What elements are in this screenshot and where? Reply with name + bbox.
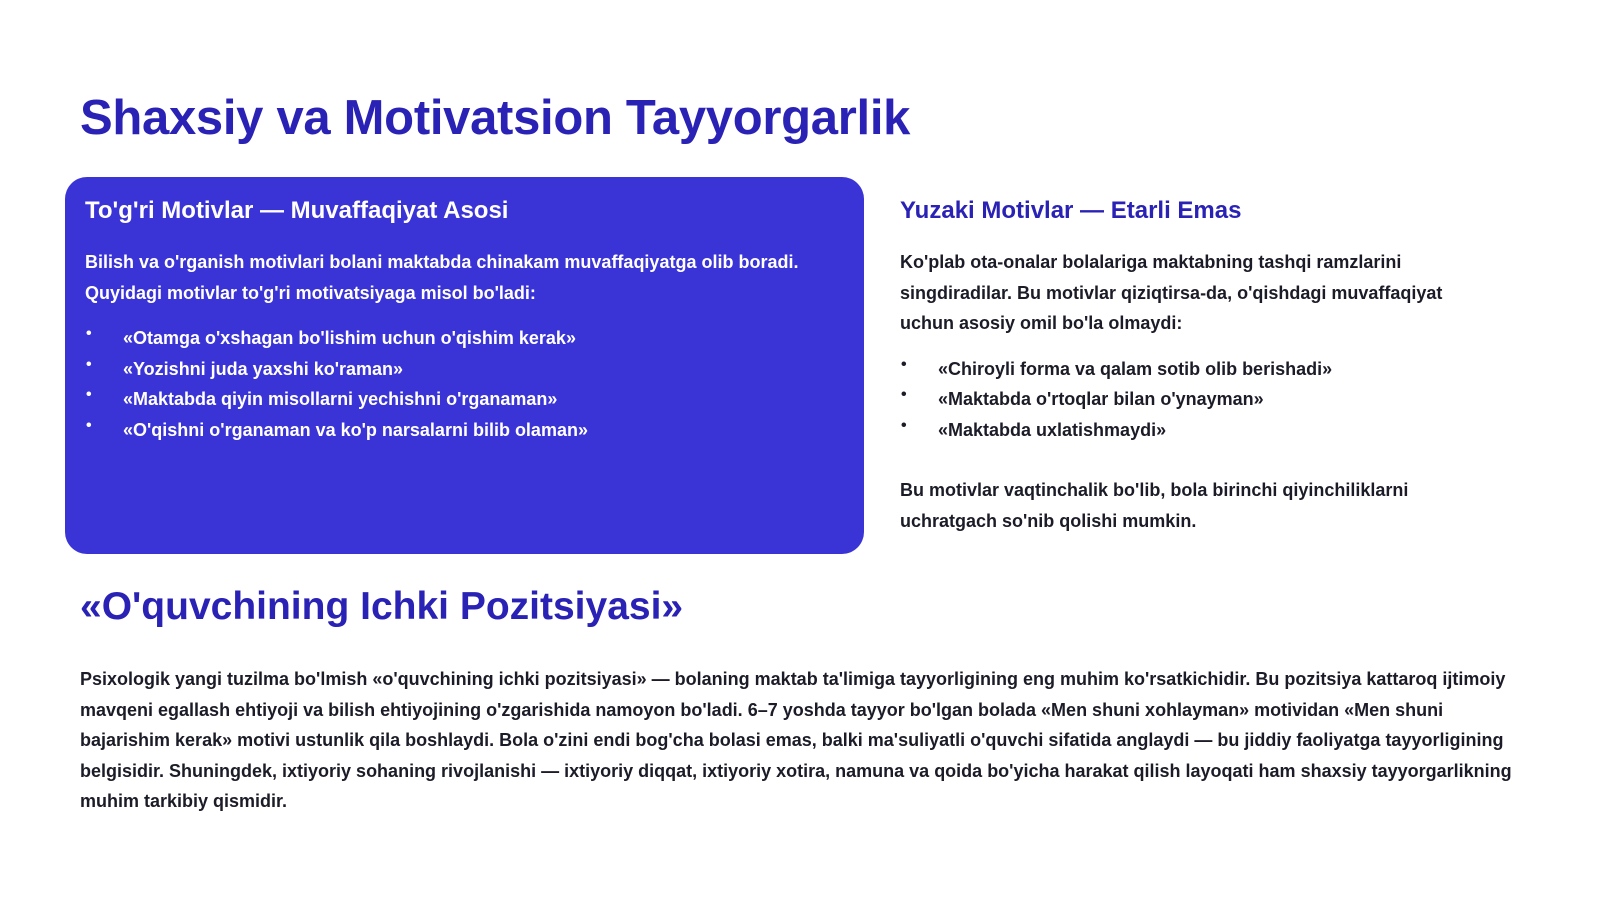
bullet-icon: • [901,416,907,434]
good-motives-card [65,177,864,554]
list-item-text: «Yozishni juda yaxshi ko'raman» [123,358,404,379]
list-item-text: «Maktabda o'rtoqlar bilan o'ynayman» [938,389,1264,409]
list-item [85,384,844,415]
shallow-motives-closing: Bu motivlar vaqtinchalik bo'lib, bola birinchi qiyinchiliklarni uchratgach so'nib qolishi mumkin. [900,480,1409,531]
list-item [900,384,1500,415]
list-item-text: «Otamga o'xshagan bo'lishim uchun o'qishim kerak» [123,328,576,348]
list-item-text: «Maktabda qiyin misollarni yechishni o'rganaman» [123,389,558,409]
good-motives-intro: Bilish va o'rganish motivlari bolani maktabda chinakam muvaffaqiyatga olib boradi. Quyidagi motivlar to'g'ri motivatsiyaga misol bo'ladi: [85,252,799,303]
list-item [85,323,844,354]
bullet-icon: • [901,386,907,403]
bullet-icon: • [901,355,907,373]
shallow-motives-card [880,177,1520,556]
list-item-text: «Maktabda uxlatishmaydi» [938,419,1167,440]
bullet-icon: • [86,355,92,373]
bullet-icon: • [86,386,92,403]
page-title: Shaxsiy va Motivatsion Tayyorgarlik [80,91,911,145]
shallow-motives-intro: Ko'plab ota-onalar bolalariga maktabning tashqi ramzlarini singdiradilar. Bu motivlar qiziqtirsa-da, o'qishdagi muvaffaqiyat uchun asosiy omil bo'la olmaydi: [900,252,1443,333]
list-item [85,354,844,385]
list-item-text: «O'qishni o'rganaman va ko'p narsalarni bilib olaman» [123,419,588,440]
good-motives-list [85,323,844,445]
shallow-motives-list [900,354,1500,446]
inner-position-text: Psixologik yangi tuzilma bo'lmish «o'quvchining ichki pozitsiyasi» — bolaning maktab ta'limiga tayyorligining eng muhim ko'rsatkichidir. Bu pozitsiya kattaroq ijtimoiy mavqeni egallash ehtiyoji va bilish ehtiyojining o'zgarishida namoyon bo'ladi. 6–7 yoshda tayyor bo'lgan bolada «Men shuni xohlayman» motividan «Men shuni bajarishim kerak» motivi ustunlik qila boshlaydi. Bola o'zini endi bog'cha bolasi emas, balki ma'suliyatli o'quvchi sifatida anglaydi — bu jiddiy faoliyatga tayyorligining belgisidir. Shuningdek, ixtiyoriy sohaning rivojlanishi — ixtiyoriy diqqat, ixtiyoriy xotira, namuna va qoida bo'yicha harakat qilish layoqati ham shaxsiy tayyorgarlikning muhim tarkibiy qismidir. [80,669,1512,811]
list-item [900,354,1500,385]
bullet-icon: • [86,325,92,342]
bullet-icon: • [86,416,92,434]
list-item-text: «Chiroyli forma va qalam sotib olib berishadi» [938,358,1333,379]
list-item [85,415,844,446]
good-motives-heading: To'g'ri Motivlar — Muvaffaqiyat Asosi [85,197,509,224]
list-item [900,415,1500,446]
inner-position-heading: «O'quvchining Ichki Pozitsiyasi» [80,585,684,628]
shallow-motives-heading: Yuzaki Motivlar — Etarli Emas [900,197,1242,224]
